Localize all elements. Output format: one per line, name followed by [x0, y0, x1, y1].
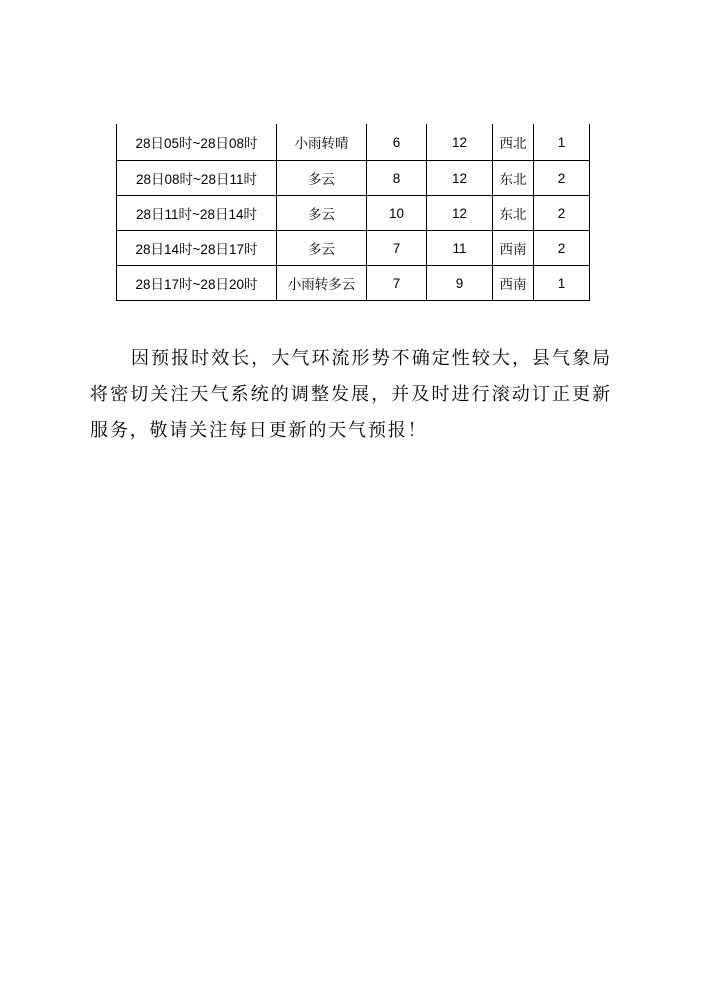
temp-max-cell: 12 — [427, 196, 493, 231]
wind-direction-cell: 东北 — [493, 161, 534, 196]
temp-max-cell: 11 — [427, 231, 493, 266]
wind-level-cell: 2 — [534, 231, 590, 266]
temp-max-cell: 12 — [427, 124, 493, 161]
weather-cell: 小雨转多云 — [277, 266, 367, 301]
wind-direction-cell: 西南 — [493, 266, 534, 301]
time-range-cell: 28日08时~28日11时 — [117, 161, 277, 196]
weather-cell: 小雨转晴 — [277, 124, 367, 161]
table-row — [117, 231, 590, 266]
wind-direction-cell: 西北 — [493, 124, 534, 161]
wind-level-cell: 1 — [534, 124, 590, 161]
temp-min-cell: 7 — [367, 266, 427, 301]
table-row — [117, 266, 590, 301]
wind-level-cell: 1 — [534, 266, 590, 301]
temp-max-cell: 9 — [427, 266, 493, 301]
table-row — [117, 124, 590, 161]
temp-min-cell: 8 — [367, 161, 427, 196]
temp-min-cell: 10 — [367, 196, 427, 231]
time-range-cell: 28日17时~28日20时 — [117, 266, 277, 301]
temp-max-cell: 12 — [427, 161, 493, 196]
wind-direction-cell: 西南 — [493, 231, 534, 266]
table-row — [117, 161, 590, 196]
wind-level-cell: 2 — [534, 196, 590, 231]
forecast-table — [116, 124, 590, 301]
temp-min-cell: 6 — [367, 124, 427, 161]
weather-cell: 多云 — [277, 231, 367, 266]
temp-min-cell: 7 — [367, 231, 427, 266]
forecast-notice-paragraph: 因预报时效长，大气环流形势不确定性较大，县气象局将密切关注天气系统的调整发展，并及时进行滚动订正更新服务，敬请关注每日更新的天气预报！ — [90, 348, 612, 441]
time-range-cell: 28日05时~28日08时 — [117, 124, 277, 161]
wind-level-cell: 2 — [534, 161, 590, 196]
wind-direction-cell: 东北 — [493, 196, 534, 231]
time-range-cell: 28日11时~28日14时 — [117, 196, 277, 231]
weather-cell: 多云 — [277, 161, 367, 196]
time-range-cell: 28日14时~28日17时 — [117, 231, 277, 266]
weather-cell: 多云 — [277, 196, 367, 231]
table-row — [117, 196, 590, 231]
